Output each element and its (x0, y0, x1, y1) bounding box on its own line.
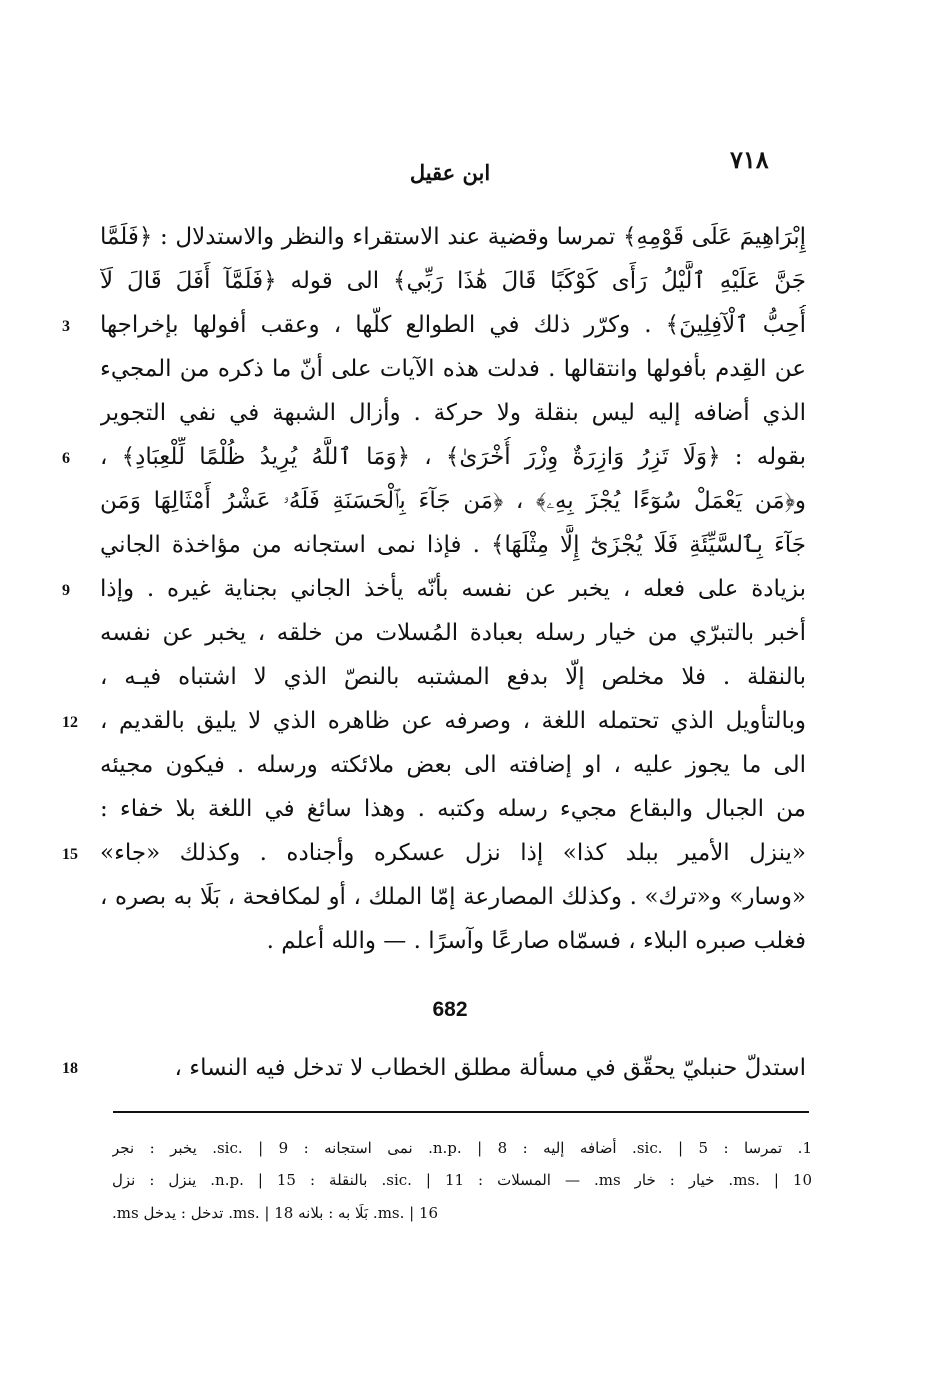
text-line: من الجبال والبقاع مجيء رسله وكتبه . وهذا سائغ في اللغة بلا خفاء : (100, 796, 806, 822)
text-line: جَنَّ عَلَيْهِ ٱلَّيْلُ رَأَى كَوْكَبًا قَالَ هَٰذَا رَبِّي﴾ الى قوله ﴿فَلَمَّآ أَفَلَ قَالَ لَآ (100, 268, 806, 294)
text-line: و﴿مَن يَعْمَلْ سُوٓءًا يُجْزَ بِهِۦ﴾ ، ﴿مَن جَآءَ بِٱلْحَسَنَةِ فَلَهُۥ عَشْرُ أَمْثَالِهَا وَمَن (100, 488, 806, 514)
text-line: إِبْرَاهِيمَ عَلَى قَوْمِهِ﴾ تمرسا وقضية عند الاستقراء والنظر والاستدلال : ﴿فَلَمَّا (100, 224, 806, 250)
line-number: 12 (62, 714, 78, 731)
text-line: الى ما يجوز عليه ، او إضافته الى بعض ملائكته ورسله . فيكون مجيئه (100, 752, 806, 778)
line-number: 6 (62, 450, 70, 467)
footnote-line: 1. تمرسا : sic. | 5. أضافه إليه : n.p. | 8. نمى استجانه : sic. | 9. يخبر : نجر (112, 1139, 812, 1157)
line-number: 9 (62, 582, 70, 599)
line-number: 3 (62, 318, 70, 335)
text-line: بالنقلة . فلا مخلص إلّا بدفع المشتبه بالنصّ الذي لا اشتباه فيـه ، (100, 664, 806, 690)
line-number: 18 (62, 1060, 78, 1077)
footnote-line: ms. | 10. خيار : خار ms. — المسلات : sic. | 11. بالنقلة : n.p. | 15. ينزل : نزل (112, 1171, 812, 1189)
footnote-rule (113, 1111, 809, 1113)
text-line: «وسار» و«ترك» . وكذلك المصارعة إمّا الملك ، أو لمكافحة ، بَلَا به بصره ، (100, 884, 806, 910)
text-line: وبالتأويل الذي تحتمله اللغة ، وصرفه عن ظاهره الذي لا يليق بالقديم ، (100, 708, 806, 734)
text-line: الذي أضافه إليه ليس بنقلة ولا حركة . وأزال الشبهة في نفي التجوير (100, 400, 806, 426)
line-number: 15 (62, 846, 78, 863)
text-line: جَآءَ بِٱلسَّيِّئَةِ فَلَا يُجْزَىٰٓ إِلَّا مِثْلَهَا﴾ . فإذا نمى استجانه من مؤاخذة الجاني (100, 532, 806, 558)
text-line: فغلب صبره البلاء ، فسمّاه صارعًا وآسرًا . — والله أعلم . (266, 928, 806, 954)
text-line: بزيادة على فعله ، يخبر عن نفسه بأنّه يأخذ الجاني بجناية غيره . وإذا (100, 576, 806, 602)
text-line: عن القِدم بأفولها وانتقالها . فدلت هذه الآيات على أنّ ما ذكره من المجيء (100, 356, 806, 382)
text-line: أخبر بالتبرّي من خيار رسله بعبادة المُسلات من خلقه ، يخبر عن نفسه (100, 620, 806, 646)
entry-first-line: استدلّ حنبليّ يحقّق في مسألة مطلق الخطاب لا تدخل فيه النساء ، (174, 1055, 806, 1081)
text-line: بقوله : ﴿وَلَا تَزِرُ وَازِرَةٌ وِزْرَ أُخْرَىٰ﴾ ، ﴿وَمَا ٱللَّهُ يُرِيدُ ظُلْمًا لِّلْعِبَادِ﴾ ، (100, 444, 806, 470)
footnote-line: ms. | 16. بَلَا به : بلانه ms. | 18. تدخل : يدخل ms. (112, 1204, 439, 1222)
running-head: ابن عقيل (409, 160, 491, 185)
page-number: ٧١٨ (730, 145, 769, 174)
entry-number: 682 (432, 998, 468, 1021)
text-line: «ينزل الأمير ببلد كذا» إذا نزل عسكره وأجناده . وكذلك «جاء» (100, 840, 806, 866)
text-line: أُحِبُّ ٱلْآفِلِينَ﴾ . وكرّر ذلك في الطوالع كلّها ، وعقب أفولها بإخراجها (100, 312, 806, 338)
